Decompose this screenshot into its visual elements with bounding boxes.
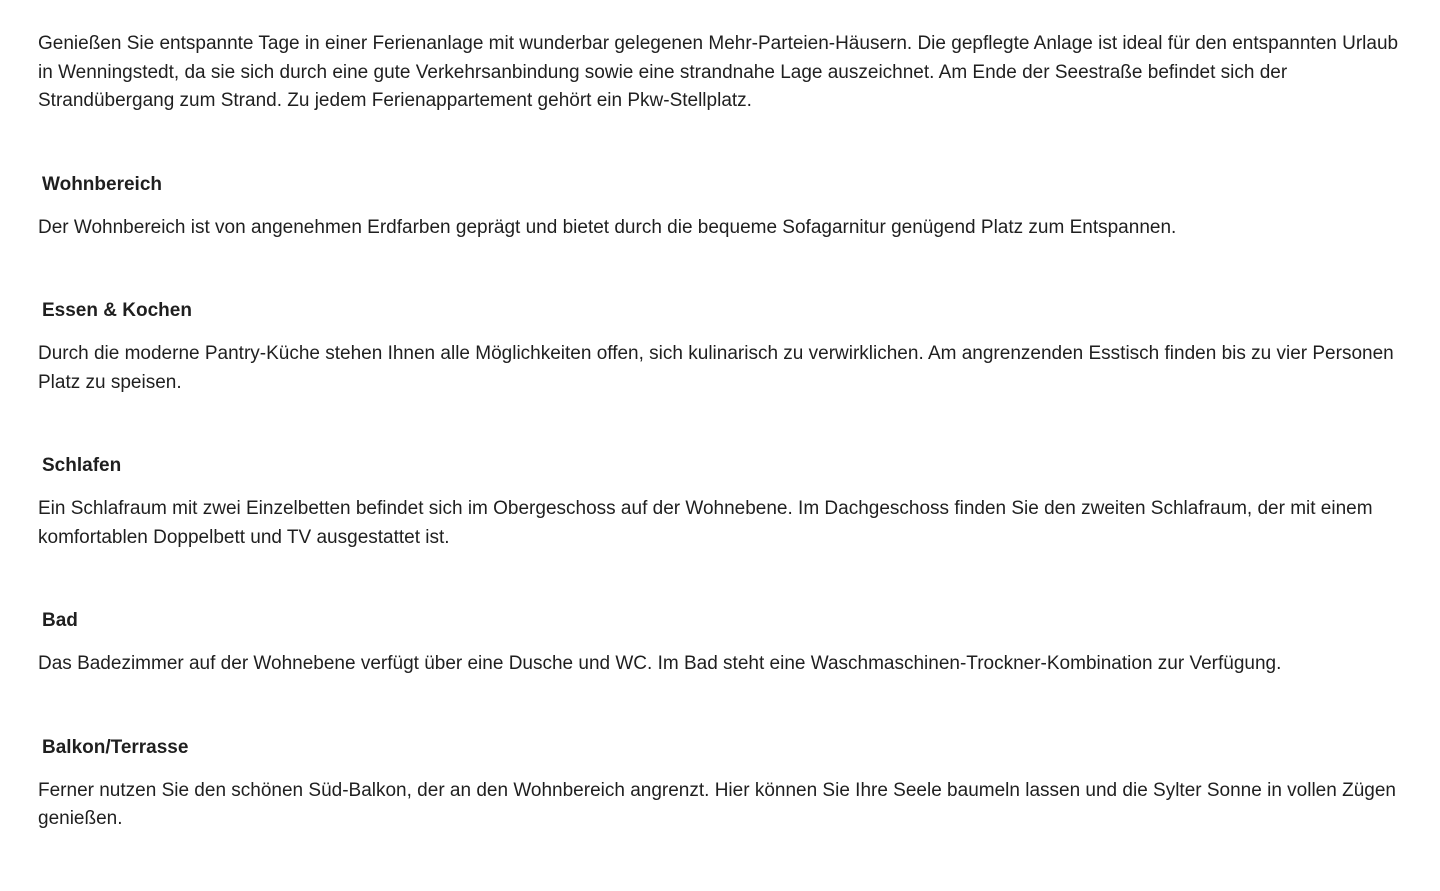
section-heading-essen-kochen: Essen & Kochen [42, 300, 192, 321]
intro-paragraph: Genießen Sie entspannte Tage in einer Ferienanlage mit wunderbar gelegenen Mehr-Parteien-Häusern. Die gepflegte Anlage ist ideal für den entspannten Urlaub in Wenningstedt, da sie sich durch eine gute Verkehrsanbindung sowie eine strandnahe Lage auszeichnet. Am Ende der Seestraße befindet sich der Strandübergang zum Strand. Zu jedem Ferienappartement gehört ein Pkw-Stellplatz. [38, 33, 1399, 111]
section-heading-bad: Bad [42, 610, 78, 631]
section-bad [38, 607, 1400, 679]
section-wohnbereich [38, 171, 1400, 243]
section-essen-kochen [38, 297, 1400, 397]
section-body-schlafen: Ein Schlafraum mit zwei Einzelbetten befindet sich im Obergeschoss auf der Wohnebene. Im Dachgeschoss finden Sie den zweiten Schlafraum, der mit einem komfortablen Doppelbett und TV ausgestattet ist. [38, 498, 1373, 548]
section-heading-balkon-terrasse: Balkon/Terrasse [42, 736, 189, 758]
section-heading-wohnbereich: Wohnbereich [42, 173, 162, 195]
section-heading-schlafen: Schlafen [42, 455, 122, 476]
section-balkon-terrasse [38, 734, 1400, 834]
section-body-balkon-terrasse: Ferner nutzen Sie den schönen Süd-Balkon, der an den Wohnbereich angrenzt. Hier können Sie Ihre Seele baumeln lassen und die Sylter Sonne in vollen Zügen genießen. [38, 779, 1396, 829]
section-schlafen [38, 452, 1400, 552]
section-body-essen-kochen: Durch die moderne Pantry-Küche stehen Ihnen alle Möglichkeiten offen, sich kulinarisch zu verwirklichen. Am angrenzenden Esstisch finden bis zu vier Personen Platz zu speisen. [38, 343, 1394, 393]
section-body-bad: Das Badezimmer auf der Wohnebene verfügt über eine Dusche und WC. Im Bad steht eine Waschmaschinen-Trockner-Kombination zur Verfügung. [38, 653, 1282, 674]
section-body-wohnbereich: Der Wohnbereich ist von angenehmen Erdfarben geprägt und bietet durch die bequeme Sofagarnitur genügend Platz zum Entspannen. [38, 216, 1177, 238]
